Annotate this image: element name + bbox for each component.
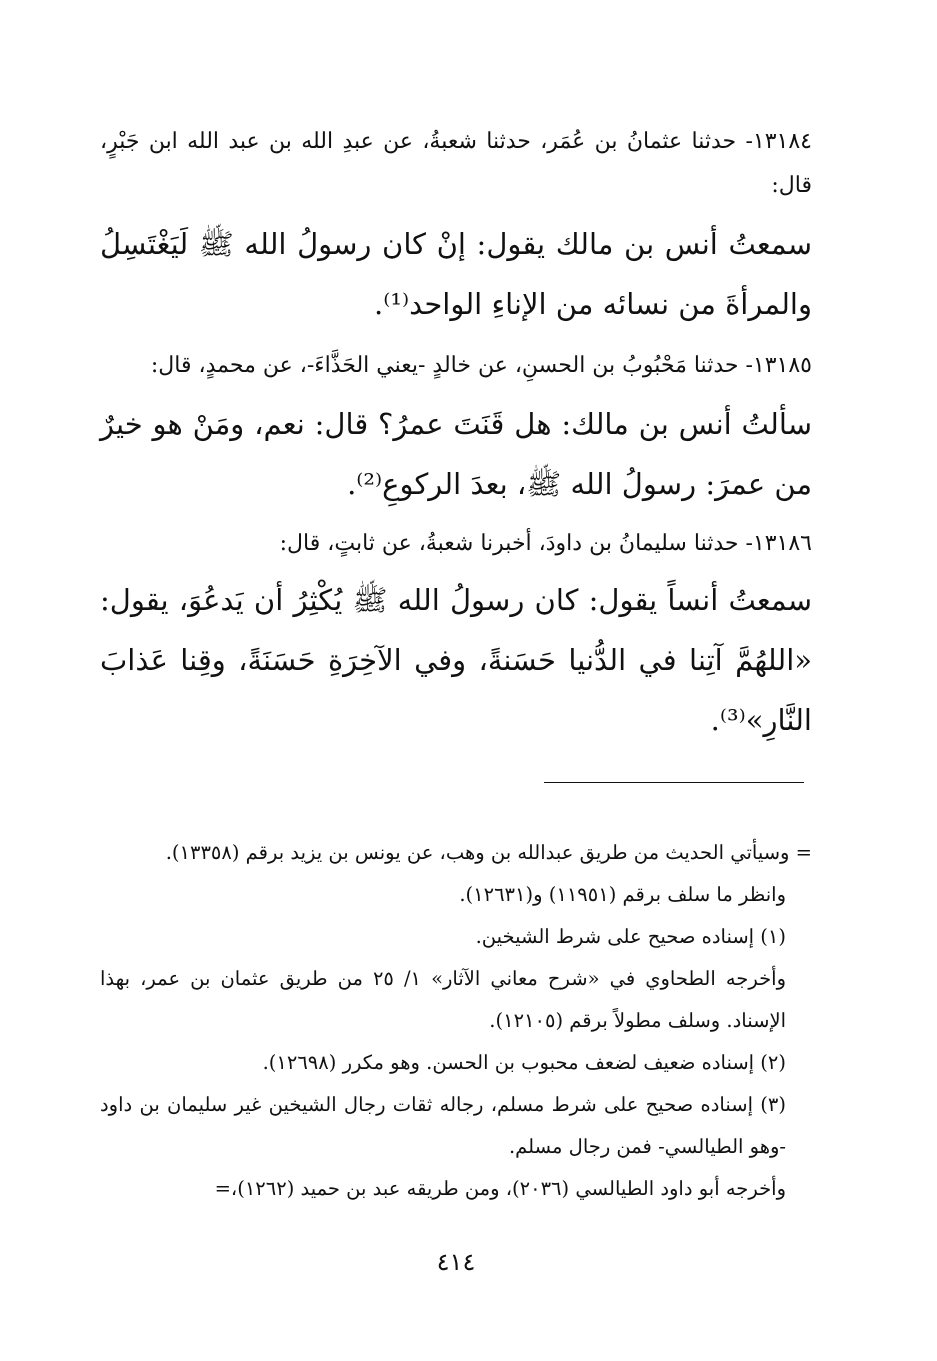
hadith-13184-isnad: ١٣١٨٤- حدثنا عثمانُ بن عُمَر، حدثنا شعبةُ، عن عبدِ الله بن عبد الله ابن جَبْرٍ، قال: xyxy=(100,129,812,198)
footnote-separator xyxy=(544,782,804,783)
book-page xyxy=(100,120,812,1300)
hadith-13185-matn: سألتُ أنس بن مالك: هل قَنَتَ عمرُ؟ قال: نعم، ومَنْ هو خيرٌ من عمرَ: رسولُ الله ﷺ، بعدَ الركوعِ⁽²⁾. xyxy=(100,407,812,501)
footnote-line: وأخرجه أبو داود الطيالسي (٢٠٣٦)، ومن طريقه عبد بن حميد (١٢٦٢)،= xyxy=(214,1177,786,1200)
footnote-1: (١) إسناده صحيح على شرط الشيخين. xyxy=(475,925,786,948)
footnotes xyxy=(100,832,812,1210)
page-number: ٤١٤ xyxy=(436,1248,476,1276)
footnote-line: وانظر ما سلف برقم (١١٩٥١) و(١٢٦٣١). xyxy=(459,883,786,906)
hadith-13186-matn: سمعتُ أنساً يقول: كان رسولُ الله ﷺ يُكْثِرُ أن يَدعُوَ، يقول: «اللهُمَّ آتِنا في الدُّنيا حَسَنةً، وفي الآخِرَةِ حَسَنَةً، وقِنا عَذابَ النَّارِ»⁽³⁾. xyxy=(100,583,812,737)
hadith-13186-isnad: ١٣١٨٦- حدثنا سليمانُ بن داودَ، أخبرنا شعبةُ، عن ثابتٍ، قال: xyxy=(279,531,812,556)
hadith-13185-isnad: ١٣١٨٥- حدثنا مَحْبُوبُ بن الحسنِ، عن خالدٍ -يعني الحَذَّاءَ-، عن محمدٍ، قال: xyxy=(150,353,812,378)
footnote-continuation: = وسيأتي الحديث من طريق عبدالله بن وهب، عن يونس بن يزيد برقم (١٣٣٥٨). xyxy=(165,841,812,864)
hadith-13184-matn: سمعتُ أنس بن مالك يقول: إنْ كان رسولُ الله ﷺ لَيَغْتَسِلُ والمرأةَ من نسائه من الإناءِ الواحد⁽¹⁾. xyxy=(100,227,812,321)
footnote-line: وأخرجه الطحاوي في «شرح معاني الآثار» ١/ ٢٥ من طريق عثمان بن عمر، بهذا الإسناد. وسلف مطولاً برقم (١٢١٠٥). xyxy=(100,967,786,1032)
footnote-3: (٣) إسناده صحيح على شرط مسلم، رجاله ثقات رجال الشيخين غير سليمان بن داود -وهو الطيالسي- فمن رجال مسلم. xyxy=(100,1093,786,1158)
footnote-2: (٢) إسناده ضعيف لضعف محبوب بن الحسن. وهو مكرر (١٢٦٩٨). xyxy=(262,1051,786,1074)
